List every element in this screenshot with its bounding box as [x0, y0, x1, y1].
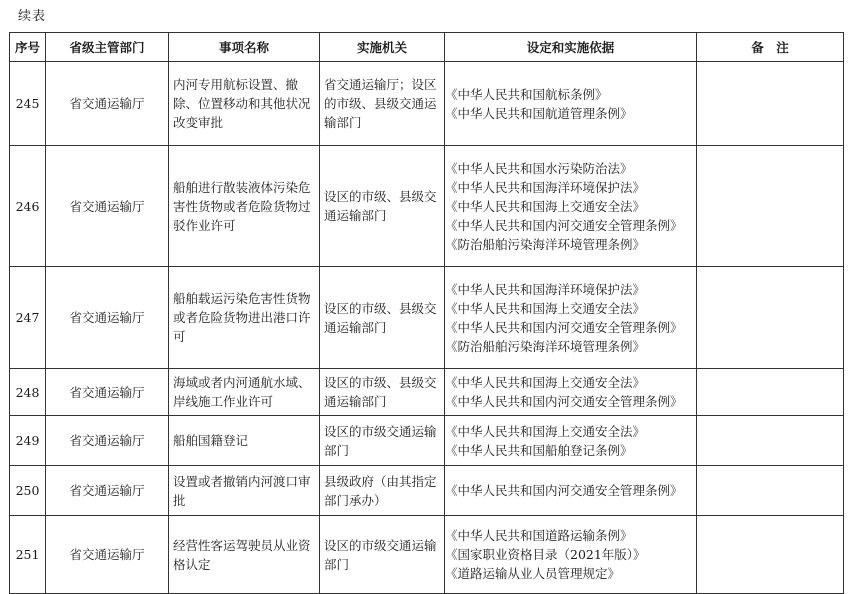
row-number: 248 — [10, 369, 46, 416]
basis-law: 《中华人民共和国海洋环境保护法》 — [445, 281, 646, 297]
header-dept: 省级主管部门 — [46, 33, 169, 62]
row-department: 省交通运输厅 — [46, 516, 169, 594]
row-item-name: 经营性客运驾驶员从业资格认定 — [169, 516, 320, 594]
header-note: 备 注 — [697, 33, 844, 62]
basis-law: 《防治船舶污染海洋环境管理条例》 — [445, 338, 646, 354]
row-agency: 设区的市级、县级交通运输部门 — [320, 267, 445, 369]
row-department: 省交通运输厅 — [46, 369, 169, 416]
table-header-row — [10, 33, 844, 62]
row-department: 省交通运输厅 — [46, 267, 169, 369]
table-row — [10, 62, 844, 146]
row-number: 246 — [10, 146, 46, 267]
basis-law: 《中华人民共和国海上交通安全法》 — [445, 375, 646, 390]
row-basis — [445, 146, 697, 267]
row-item-name: 船舶进行散装液体污染危害性货物或者危险货物过驳作业许可 — [169, 146, 320, 267]
row-item-name: 设置或者撤销内河渡口审批 — [169, 466, 320, 516]
row-note — [697, 62, 844, 146]
header-agency: 实施机关 — [320, 33, 445, 62]
row-basis — [445, 416, 697, 466]
basis-law: 《中华人民共和国内河交通安全管理条例》 — [445, 217, 683, 233]
row-number: 249 — [10, 416, 46, 466]
basis-law: 《中华人民共和国内河交通安全管理条例》 — [445, 394, 683, 409]
row-basis — [445, 267, 697, 369]
basis-law: 《中华人民共和国内河交通安全管理条例》 — [445, 483, 683, 498]
table-caption: 续表 — [18, 9, 47, 24]
row-department: 省交通运输厅 — [46, 146, 169, 267]
basis-law: 《中华人民共和国海上交通安全法》 — [445, 423, 646, 439]
row-agency: 设区的市级、县级交通运输部门 — [320, 369, 445, 416]
basis-law: 《中华人民共和国内河交通安全管理条例》 — [445, 319, 683, 335]
table-row — [10, 466, 844, 516]
header-item: 事项名称 — [169, 33, 320, 62]
licensing-items-table — [9, 32, 844, 594]
basis-law: 《中华人民共和国海上交通安全法》 — [445, 198, 646, 214]
row-basis — [445, 516, 697, 594]
row-number: 245 — [10, 62, 46, 146]
row-department: 省交通运输厅 — [46, 62, 169, 146]
row-basis — [445, 62, 697, 146]
row-number: 250 — [10, 466, 46, 516]
basis-law: 《中华人民共和国水污染防治法》 — [445, 160, 633, 176]
row-note — [697, 416, 844, 466]
table-row — [10, 369, 844, 416]
row-item-name: 内河专用航标设置、撤除、位置移动和其他状况改变审批 — [169, 62, 320, 146]
table-body — [10, 62, 844, 594]
basis-law: 《中华人民共和国海上交通安全法》 — [445, 300, 646, 316]
table-row — [10, 146, 844, 267]
basis-law: 《国家职业资格目录（2021年版）》 — [445, 547, 646, 562]
row-item-name: 船舶国籍登记 — [169, 416, 320, 466]
row-note — [697, 146, 844, 267]
row-note — [697, 466, 844, 516]
row-item-name: 海域或者内河通航水域、岸线施工作业许可 — [169, 369, 320, 416]
row-note — [697, 267, 844, 369]
row-agency: 设区的市级交通运输部门 — [320, 516, 445, 594]
basis-law: 《防治船舶污染海洋环境管理条例》 — [445, 236, 646, 252]
basis-law: 《中华人民共和国道路运输条例》 — [445, 528, 633, 543]
row-agency: 县级政府（由其指定部门承办） — [320, 466, 445, 516]
header-basis: 设定和实施依据 — [445, 33, 697, 62]
row-basis — [445, 369, 697, 416]
row-basis — [445, 466, 697, 516]
row-note — [697, 516, 844, 594]
row-agency: 设区的市级交通运输部门 — [320, 416, 445, 466]
table-row — [10, 267, 844, 369]
row-agency: 设区的市级、县级交通运输部门 — [320, 146, 445, 267]
row-department: 省交通运输厅 — [46, 466, 169, 516]
basis-law: 《道路运输从业人员管理规定》 — [445, 566, 621, 581]
table-row — [10, 516, 844, 594]
basis-law: 《中华人民共和国航标条例》 — [445, 86, 608, 102]
row-item-name: 船舶载运污染危害性货物或者危险货物进出港口许可 — [169, 267, 320, 369]
header-no: 序号 — [10, 33, 46, 62]
basis-law: 《中华人民共和国船舶登记条例》 — [445, 442, 633, 458]
row-note — [697, 369, 844, 416]
row-agency: 省交通运输厅；设区的市级、县级交通运输部门 — [320, 62, 445, 146]
basis-law: 《中华人民共和国海洋环境保护法》 — [445, 179, 646, 195]
row-department: 省交通运输厅 — [46, 416, 169, 466]
row-number: 247 — [10, 267, 46, 369]
basis-law: 《中华人民共和国航道管理条例》 — [445, 105, 633, 121]
row-number: 251 — [10, 516, 46, 594]
table-row — [10, 416, 844, 466]
